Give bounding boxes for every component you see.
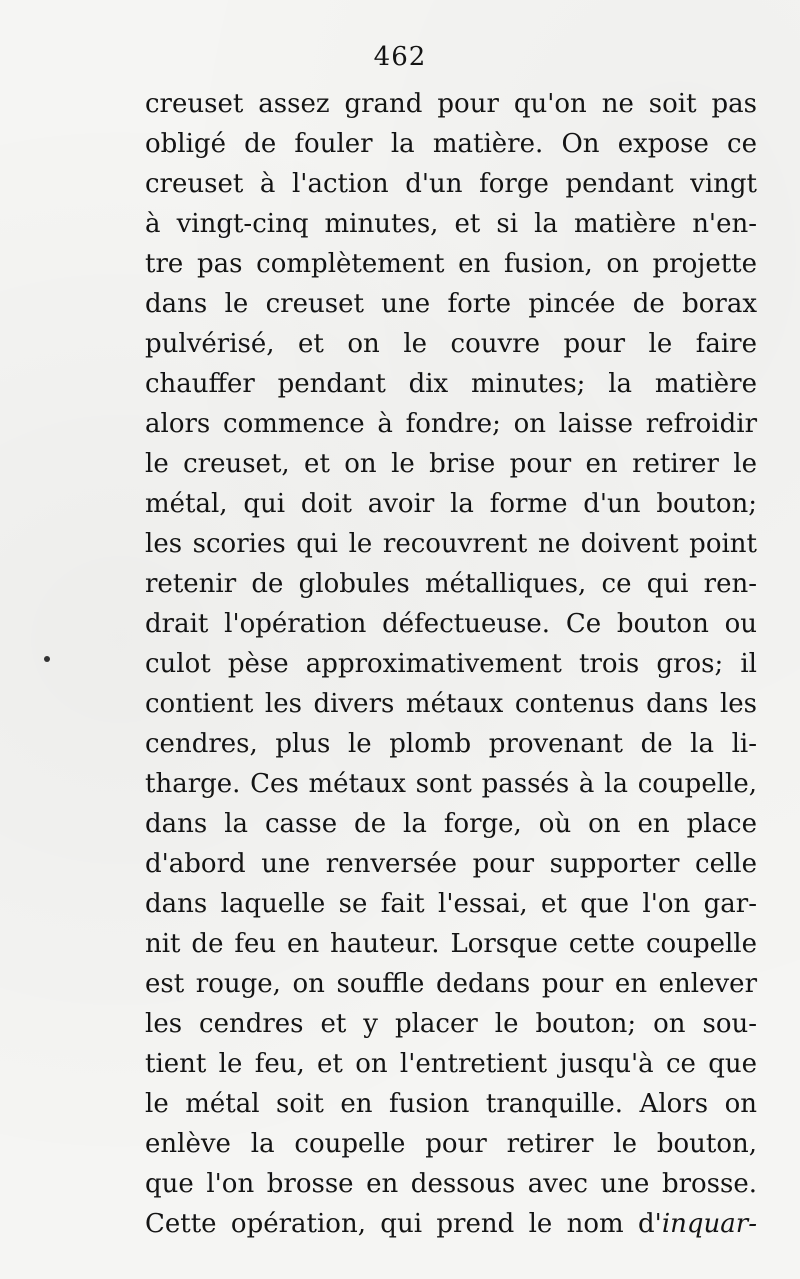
text-line: contient les divers métaux contenus dans les [145, 689, 757, 719]
text-line: les scories qui le recouvrent ne doivent point [145, 529, 757, 559]
text-line: drait l'opération défectueuse. Ce bouton ou [145, 609, 757, 639]
text-line: le métal soit en fusion tranquille. Alors on [145, 1089, 757, 1119]
text-line: dans le creuset une forte pincée de borax [145, 289, 757, 319]
text-line: est rouge, on souffle dedans pour en enlever [145, 969, 757, 999]
text-line: que l'on brosse en dessous avec une brosse. [145, 1169, 757, 1199]
text-line: culot pèse approximativement trois gros; il [145, 649, 757, 679]
text-line: nit de feu en hauteur. Lorsque cette coupelle [145, 929, 757, 959]
text-line: tre pas complètement en fusion, on projette [145, 249, 757, 279]
text-line: obligé de fouler la matière. On expose ce [145, 129, 757, 159]
text-line: enlève la coupelle pour retirer le bouton, [145, 1129, 757, 1159]
last-line-italic: inquar- [661, 1209, 757, 1239]
text-line: tharge. Ces métaux sont passés à la coupelle, [145, 769, 757, 799]
text-line: retenir de globules métalliques, ce qui ren- [145, 569, 757, 599]
last-line-regular: Cette opération, qui prend le nom d' [145, 1209, 662, 1239]
margin-speck [44, 656, 50, 662]
text-line: creuset à l'action d'un forge pendant vingt [145, 169, 757, 199]
text-line: d'abord une renversée pour supporter celle [145, 849, 757, 879]
body-text [145, 84, 757, 1244]
text-line: tient le feu, et on l'entretient jusqu'à ce que [145, 1049, 757, 1079]
text-line: cendres, plus le plomb provenant de la li- [145, 729, 757, 759]
text-line: à vingt-cinq minutes, et si la matière n'en- [145, 209, 757, 239]
text-line: métal, qui doit avoir la forme d'un bouton; [145, 489, 757, 519]
page-number: 462 [373, 42, 427, 72]
text-line: creuset assez grand pour qu'on ne soit pas [145, 89, 757, 119]
text-line: dans la casse de la forge, où on en place [145, 809, 757, 839]
text-line: pulvérisé, et on le couvre pour le faire [145, 329, 757, 359]
text-line: alors commence à fondre; on laisse refroidir [145, 409, 757, 439]
text-line: chauffer pendant dix minutes; la matière [145, 369, 757, 399]
text-line-last [145, 1204, 757, 1244]
text-line: les cendres et y placer le bouton; on sou- [145, 1009, 757, 1039]
text-line: le creuset, et on le brise pour en retirer le [145, 449, 757, 479]
text-line: dans laquelle se fait l'essai, et que l'on gar- [145, 889, 757, 919]
